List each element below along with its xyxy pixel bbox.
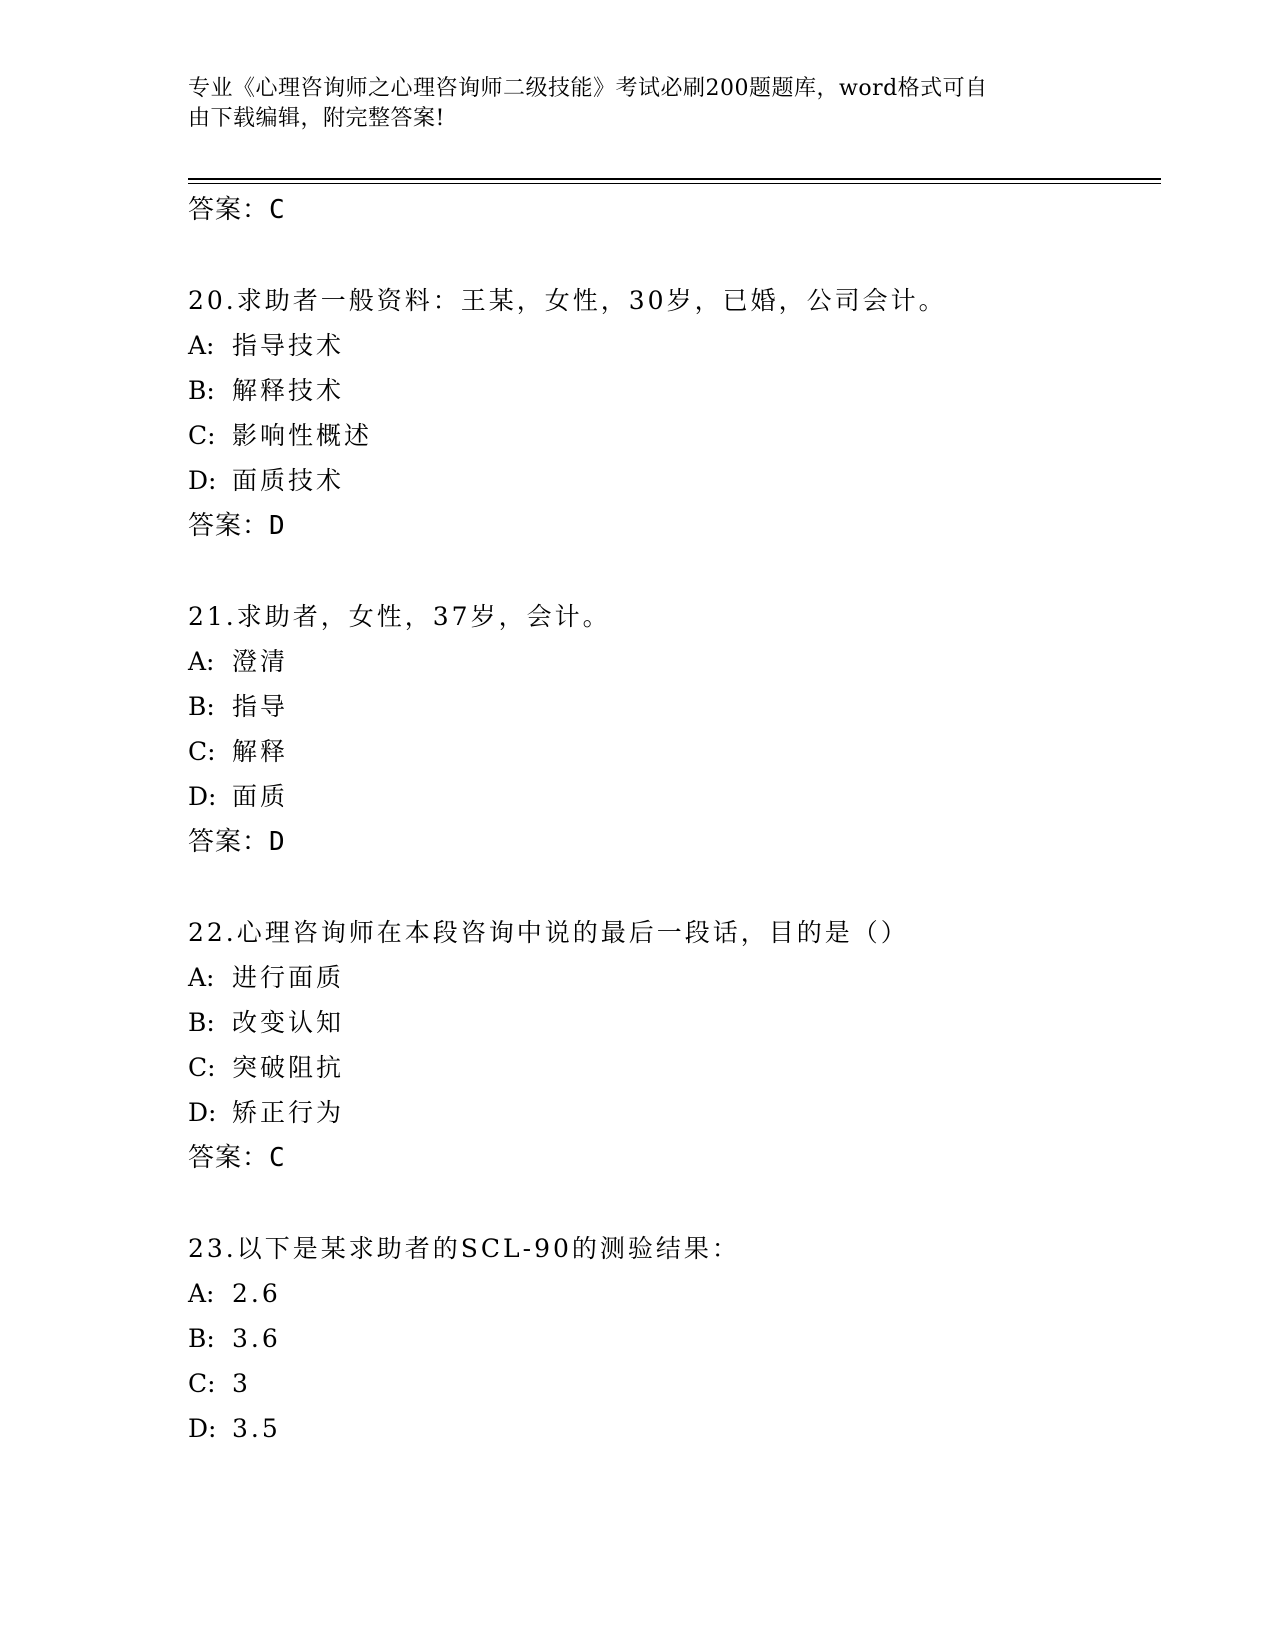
answer-line: 答案：D (188, 827, 286, 857)
option-letter: D: (188, 782, 217, 811)
option-letter: B: (188, 692, 215, 721)
option-letter: A: (188, 647, 215, 676)
option-text: 3.6 (232, 1324, 281, 1353)
option-c (188, 1369, 251, 1399)
option-letter: B: (188, 376, 215, 405)
option-d (188, 466, 344, 496)
option-letter: C: (188, 1053, 216, 1082)
option-text: 3 (232, 1369, 251, 1398)
question-stem: 21.求助者，女性，37岁，会计。 (188, 602, 611, 631)
option-text: 改变认知 (232, 1008, 345, 1037)
answer-line: 答案：C (188, 195, 286, 225)
option-b (188, 1324, 281, 1354)
option-a (188, 963, 344, 993)
option-text: 面质 (232, 782, 289, 811)
option-letter: D: (188, 1098, 217, 1127)
question-stem: 20.求助者一般资料：王某，女性，30岁，已婚，公司会计。 (188, 286, 947, 315)
option-letter: C: (188, 421, 216, 450)
option-d (188, 1098, 344, 1128)
option-letter: B: (188, 1324, 215, 1353)
option-letter: D: (188, 1414, 217, 1443)
option-text: 突破阻抗 (232, 1053, 345, 1082)
option-letter: A: (188, 963, 215, 992)
option-b (188, 692, 288, 722)
header-line-1: 专业《心理咨询师之心理咨询师二级技能》考试必刷200题题库，word格式可自 (188, 76, 988, 101)
option-text: 面质技术 (232, 466, 345, 495)
header-divider-thick (188, 178, 1161, 180)
option-c (188, 1053, 344, 1083)
option-a (188, 647, 288, 677)
option-text: 解释 (232, 737, 289, 766)
option-c (188, 737, 288, 767)
option-text: 矫正行为 (232, 1098, 345, 1127)
option-a (188, 1279, 281, 1309)
option-d (188, 782, 288, 812)
option-text: 指导 (232, 692, 289, 721)
question-stem: 23.以下是某求助者的SCL-90的测验结果： (188, 1234, 740, 1263)
option-c (188, 421, 372, 451)
option-text: 解释技术 (232, 376, 345, 405)
option-text: 指导技术 (232, 331, 345, 360)
option-text: 进行面质 (232, 963, 345, 992)
document-header (188, 74, 1088, 134)
option-b (188, 1008, 344, 1038)
header-line-2: 由下载编辑，附完整答案! (188, 106, 445, 131)
option-a (188, 331, 344, 361)
answer-line: 答案：C (188, 1143, 286, 1173)
option-letter: C: (188, 1369, 216, 1398)
option-b (188, 376, 344, 406)
question-stem: 22.心理咨询师在本段咨询中说的最后一段话，目的是（） (188, 918, 909, 947)
option-letter: A: (188, 331, 215, 360)
header-divider-thin (188, 183, 1161, 184)
option-text: 影响性概述 (232, 421, 373, 450)
option-text: 澄清 (232, 647, 289, 676)
option-text: 3.5 (232, 1414, 281, 1443)
answer-line: 答案：D (188, 511, 286, 541)
option-letter: B: (188, 1008, 215, 1037)
option-letter: C: (188, 737, 216, 766)
option-letter: D: (188, 466, 217, 495)
option-d (188, 1414, 281, 1444)
option-letter: A: (188, 1279, 215, 1308)
option-text: 2.6 (232, 1279, 281, 1308)
